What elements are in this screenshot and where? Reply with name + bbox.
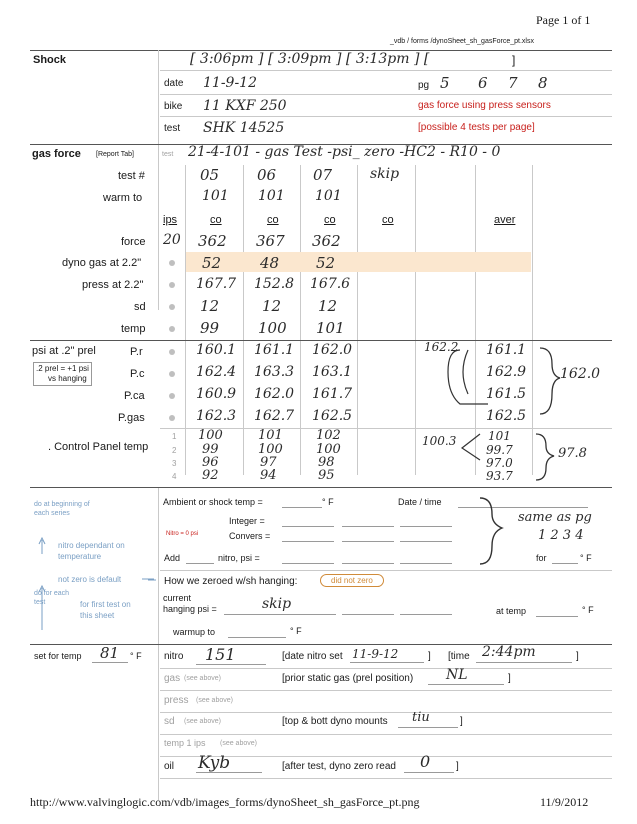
at-temp-field[interactable] (536, 616, 578, 617)
page-indicator: Page 1 of 1 (536, 13, 591, 27)
date-nitro-close: ] (428, 651, 431, 662)
date-time-label: Date / time (398, 497, 442, 507)
row-label-dyno-gas: dyno gas at 2.2" (62, 257, 142, 269)
shock-times-close: ] (512, 53, 516, 67)
ips-value: 20 (163, 232, 181, 248)
row-label-temp: temp (121, 323, 146, 335)
hanging-psi-label: hanging psi = (163, 604, 217, 614)
nitro-field[interactable] (196, 664, 266, 665)
cp-4-3: 95 (318, 468, 335, 483)
cp-3-1: 96 (202, 455, 219, 470)
at-temp-deg: ° F (582, 605, 594, 615)
cp-aver-2: 99.7 (486, 443, 513, 457)
hanging-psi-field-2[interactable] (342, 614, 394, 615)
convers-field-2[interactable] (342, 541, 394, 542)
sd-1: 12 (200, 297, 220, 315)
row-dot (169, 304, 175, 310)
integer-field-1[interactable] (282, 526, 334, 527)
psi-note-line1: .2 prel = +1 psi (36, 364, 89, 373)
note-do-for-each-test: do for each test (34, 590, 70, 606)
date-value: 11-9-12 (203, 75, 257, 91)
gas-label: gas (164, 673, 181, 684)
pr-3: 162.0 (312, 342, 353, 358)
integer-field-2[interactable] (342, 526, 394, 527)
row-label-press: press at 2.2" (82, 279, 144, 291)
nitro-value: 151 (205, 645, 236, 664)
psi-extra-left: 162.2 (424, 340, 459, 354)
time-value: 2:44pm (482, 644, 536, 660)
pca-1: 160.9 (196, 386, 237, 402)
integer-field-3[interactable] (400, 526, 452, 527)
time-field[interactable] (476, 662, 572, 663)
psi-note (33, 362, 92, 386)
psi-label-pgas: P.gas (118, 412, 145, 424)
note-do-at-beginning: do at beginning of each series (34, 501, 90, 517)
row-dot (169, 393, 175, 399)
prior-static-label: [prior static gas (prel position) (282, 673, 414, 684)
cp-aver-4: 93.7 (486, 469, 513, 483)
footer-url[interactable]: http://www.valvinglogic.com/vdb/images_forms/dynoSheet_sh_gasForce_pt.png (30, 795, 420, 809)
cp-4-1: 92 (202, 468, 219, 483)
psi-title: psi at .2" prel (32, 345, 96, 357)
test-num-4: skip (370, 166, 400, 182)
divider (160, 116, 612, 117)
nitro-psi-label: nitro, psi = (218, 553, 260, 563)
cp-aver-3: 97.0 (486, 456, 513, 470)
hanging-psi-value: skip (262, 596, 292, 612)
press-1: 167.7 (196, 276, 237, 292)
row-dot (169, 371, 175, 377)
test-label: test (164, 123, 181, 134)
divider (160, 690, 612, 691)
cp-3-3: 98 (318, 455, 335, 470)
psi-note-line2: vs hanging (48, 374, 87, 383)
temp1-see-above: (see above) (220, 740, 257, 747)
temp-1: 99 (200, 319, 220, 337)
add-field[interactable] (186, 563, 214, 564)
set-temp-field[interactable] (92, 662, 128, 663)
row-dot (169, 415, 175, 421)
divider-vertical-left (158, 50, 159, 310)
at-temp-label: at temp (496, 606, 527, 616)
press-label: press (164, 695, 189, 706)
warmup-deg: ° F (290, 626, 302, 636)
date-nitro-value: 11-9-12 (352, 647, 399, 661)
pca-aver: 161.5 (486, 386, 527, 402)
dyno-gas-2: 48 (260, 254, 280, 272)
pc-1: 162.4 (196, 364, 237, 380)
note-for-first-test: for first test on this sheet (80, 600, 131, 620)
press-2: 152.8 (254, 276, 295, 292)
cp-1-2: 101 (258, 428, 283, 443)
divider (160, 428, 612, 429)
pgas-3: 162.5 (312, 408, 353, 424)
sd-see-above: (see above) (184, 718, 221, 725)
same-as-pages: 1 2 3 4 (538, 528, 584, 543)
temp1-label: temp 1 ips (164, 738, 206, 748)
cp-num-1: 1 (172, 432, 177, 441)
row-dot (169, 260, 175, 266)
after-test-close: ] (456, 761, 459, 772)
after-test-value: 0 (420, 752, 431, 771)
cp-2-1: 99 (202, 442, 219, 457)
cp-4-2: 94 (260, 468, 277, 483)
pg-value-4: 8 (538, 74, 548, 92)
warmup-label: warmup to (173, 627, 216, 637)
cp-num-4: 4 (172, 472, 177, 481)
cp-num-2: 2 (172, 446, 177, 455)
cp-left-value: 100.3 (422, 434, 457, 448)
date-nitro-label: [date nitro set (282, 651, 343, 662)
force-1: 362 (198, 232, 227, 250)
same-as-bracket (470, 494, 530, 574)
sd-3: 12 (318, 297, 338, 315)
gas-see-above: (see above) (184, 675, 221, 682)
psi-label-pr: P.r (130, 346, 143, 358)
divider (160, 734, 612, 735)
oil-label: oil (164, 761, 175, 772)
cp-aver-1: 101 (488, 429, 511, 443)
press-see-above: (see above) (196, 697, 233, 704)
row-label-force: force (121, 236, 146, 248)
press-3: 167.6 (310, 276, 351, 292)
row-dot (169, 326, 175, 332)
force-2: 367 (256, 232, 285, 250)
top-bott-value: tiu (412, 710, 430, 725)
date-nitro-field[interactable] (350, 662, 424, 663)
note-not-zero-default: not zero is default (58, 575, 122, 584)
nitro-label: nitro (164, 651, 184, 662)
divider (160, 570, 612, 571)
gasforce-title: gas force (32, 148, 81, 160)
for-deg: ° F (580, 553, 592, 563)
for-field[interactable] (552, 563, 578, 564)
warm-3: 101 (315, 188, 342, 204)
dyno-gas-highlight (186, 252, 531, 272)
nitro-zero-note: Nitro = 0 psi (166, 531, 199, 537)
co-header-3: co (324, 214, 336, 226)
sd-2: 12 (262, 297, 282, 315)
pgas-aver: 162.5 (486, 408, 527, 424)
pc-aver: 162.9 (486, 364, 527, 380)
ips-header: ips (163, 214, 178, 226)
hanging-psi-field-1[interactable] (224, 614, 336, 615)
ambient-field[interactable] (282, 507, 322, 508)
test-num-label: test # (118, 170, 145, 182)
ambient-label: Ambient or shock temp = (163, 497, 263, 507)
divider (160, 668, 612, 669)
prior-static-value: NL (446, 667, 468, 683)
warm-1: 101 (202, 188, 229, 204)
divider (160, 712, 612, 713)
same-as-note: same as pg (518, 510, 592, 525)
footer-date: 11/9/2012 (540, 795, 589, 809)
co-header-2: co (267, 214, 279, 226)
zeroed-label: How we zeroed w/sh hanging: (164, 576, 298, 587)
psi-label-pca: P.ca (124, 390, 145, 402)
set-temp-deg: ° F (130, 651, 142, 661)
report-tab-label: [Report Tab] (96, 151, 135, 158)
control-title: . Control Panel temp (48, 441, 149, 453)
warm-2: 101 (258, 188, 285, 204)
aver-header: aver (494, 214, 516, 226)
row-dot (169, 282, 175, 288)
pc-3: 163.1 (312, 364, 353, 380)
after-test-field[interactable] (404, 772, 454, 773)
top-bott-field[interactable] (398, 727, 458, 728)
for-label: for (536, 553, 547, 563)
sd-label: sd (164, 716, 175, 727)
pgas-1: 162.3 (196, 408, 237, 424)
divider-psi (30, 340, 612, 341)
note-possible-tests: [possible 4 tests per page] (418, 122, 535, 133)
shock-title: Shock (33, 54, 67, 66)
after-test-label: [after test, dyno zero read (282, 761, 396, 772)
pg-label: pg (418, 80, 430, 91)
nitro-psi-field-2[interactable] (342, 563, 394, 564)
date-label: date (164, 78, 184, 89)
pr-aver: 161.1 (486, 342, 527, 358)
current-label: current (163, 593, 192, 603)
divider (160, 94, 612, 95)
convers-label: Convers = (229, 531, 271, 541)
nitro-psi-field-3[interactable] (400, 563, 452, 564)
divider (160, 778, 612, 779)
pr-2: 161.1 (254, 342, 295, 358)
test-num-3: 07 (313, 166, 333, 184)
note-nitro-dependant: nitro dependant on temperature (58, 541, 125, 561)
temp-2: 100 (258, 319, 287, 337)
psi-brackets-drawing (440, 342, 570, 428)
pg-value-1: 5 (440, 74, 450, 92)
warmup-field[interactable] (228, 637, 286, 638)
prior-static-field[interactable] (428, 684, 504, 685)
cp-bracket-value: 97.8 (558, 446, 587, 461)
add-label: Add (164, 553, 181, 563)
top-bott-label: [top & bott dyno mounts (282, 716, 388, 727)
nitro-psi-field-1[interactable] (282, 563, 334, 564)
test-num-2: 06 (257, 166, 277, 184)
set-temp-value: 81 (100, 644, 120, 662)
test-handwritten: 21-4-101 - gas Test -psi_ zero -HC2 - R10 - 0 (188, 144, 501, 160)
test-small-label: test (162, 151, 174, 158)
force-3: 362 (312, 232, 341, 250)
bike-label: bike (164, 101, 183, 112)
warm-label: warm to (103, 192, 143, 204)
oil-value: Kyb (198, 753, 231, 773)
shock-times: [ 3:06pm ] [ 3:09pm ] [ 3:13pm ] [ (190, 51, 430, 67)
pgas-2: 162.7 (254, 408, 295, 424)
row-dot (169, 349, 175, 355)
convers-field-1[interactable] (282, 541, 334, 542)
file-path: _vdb / forms /dynoSheet_sh_gasForce_pt.xlsx (390, 38, 534, 45)
note-gas-force: gas force using press sensors (418, 100, 551, 111)
prior-static-close: ] (508, 673, 511, 684)
pc-2: 163.3 (254, 364, 295, 380)
time-close: ] (576, 651, 579, 662)
pr-1: 160.1 (196, 342, 237, 358)
psi-bracket-value: 162.0 (560, 366, 601, 382)
cp-1-3: 102 (316, 428, 341, 443)
bike-value: 11 KXF 250 (203, 98, 287, 114)
convers-field-3[interactable] (400, 541, 452, 542)
set-for-temp-label: set for temp (34, 651, 82, 661)
divider-bottom (30, 487, 612, 488)
psi-label-pc: P.c (130, 368, 145, 380)
cp-3-2: 97 (260, 455, 277, 470)
dyno-gas-1: 52 (202, 254, 222, 272)
temp-3: 101 (316, 319, 345, 337)
pca-3: 161.7 (312, 386, 353, 402)
ambient-deg: ° F (322, 497, 334, 507)
pg-value-2: 6 (478, 74, 488, 92)
co-header-4: co (382, 214, 394, 226)
integer-label: Integer = (229, 516, 265, 526)
hanging-psi-field-3[interactable] (400, 614, 452, 615)
did-not-zero-option[interactable]: did not zero (320, 574, 384, 587)
cp-2-2: 100 (258, 442, 283, 457)
row-label-sd: sd (134, 301, 146, 313)
cp-num-3: 3 (172, 459, 177, 468)
cp-brackets-drawing (458, 430, 558, 490)
top-bott-close: ] (460, 716, 463, 727)
pca-2: 162.0 (254, 386, 295, 402)
dyno-gas-3: 52 (316, 254, 336, 272)
pg-value-3: 7 (508, 74, 518, 92)
time-label: [time (448, 651, 470, 662)
divider (160, 70, 612, 71)
blue-arrows (38, 490, 156, 640)
test-num-1: 05 (200, 166, 220, 184)
test-value: SHK 14525 (203, 120, 285, 136)
co-header-1: co (210, 214, 222, 226)
cp-1-1: 100 (198, 428, 223, 443)
cp-2-3: 100 (316, 442, 341, 457)
